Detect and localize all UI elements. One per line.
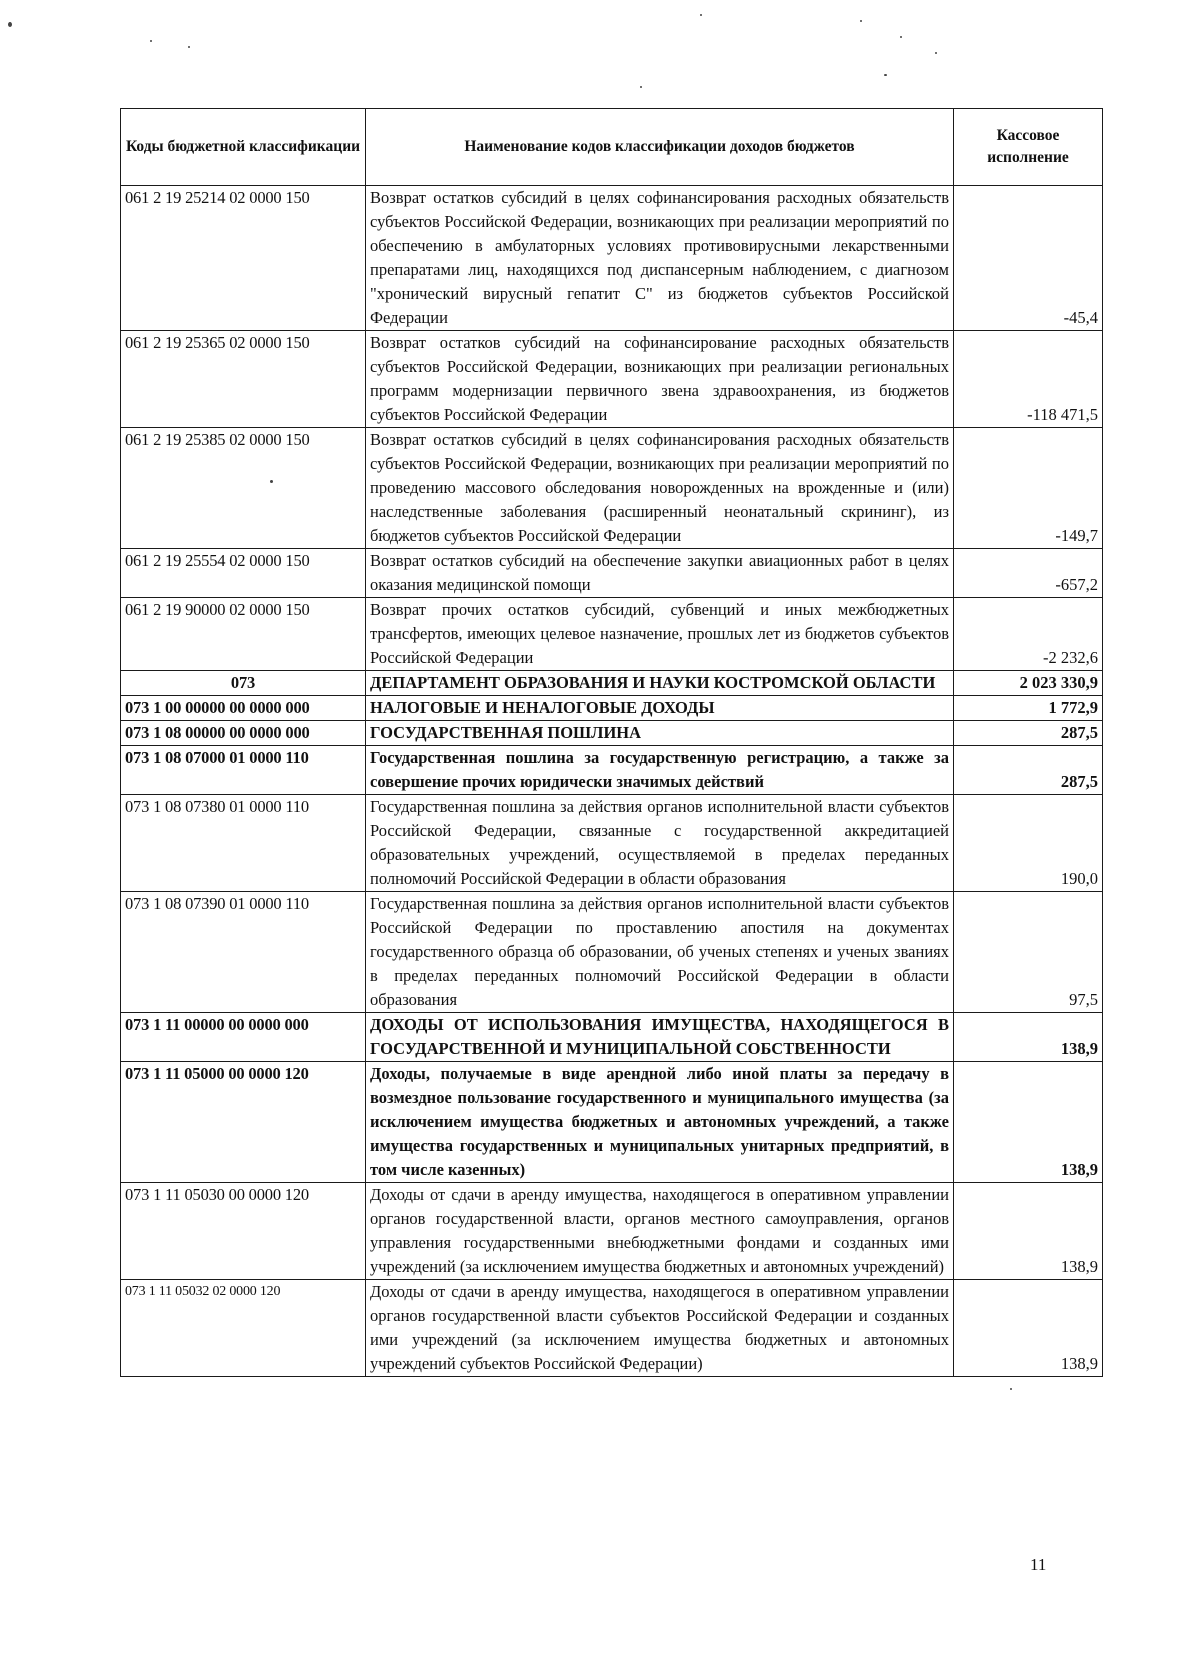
scan-speck xyxy=(188,46,190,48)
row-name: ДОХОДЫ ОТ ИСПОЛЬЗОВАНИЯ ИМУЩЕСТВА, НАХОДЯЩЕГОСЯ В ГОСУДАРСТВЕННОЙ И МУНИЦИПАЛЬНОЙ СОБСТВЕННОСТИ xyxy=(366,1013,954,1062)
row-code: 073 1 08 00000 00 0000 000 xyxy=(121,721,366,746)
table-row xyxy=(121,1280,1103,1377)
row-name: Государственная пошлина за действия органов исполнительной власти субъектов Российской Федерации, связанные с государственной аккредитацией образовательных учреждений, осуществляемой в пределах переданных полномочий Российской Федерации в области образования xyxy=(366,795,954,892)
row-code: 073 1 00 00000 00 0000 000 xyxy=(121,696,366,721)
row-name: Доходы от сдачи в аренду имущества, находящегося в оперативном управлении органов государственной власти, органов местного самоуправления, органов управления государственными внебюджетными фондами и созданных ими учреждений (за исключением имущества бюджетных и автономных учреждений) xyxy=(366,1183,954,1280)
table-row-section xyxy=(121,696,1103,721)
row-code: 061 2 19 25365 02 0000 150 xyxy=(121,331,366,428)
row-name: Возврат остатков субсидий в целях софинансирования расходных обязательств субъектов Российской Федерации, возникающих при реализации мероприятий по проведению массового обследования новорожденных на врожденные и (или) наследственные заболевания (расширенный неонатальный скрининг), из бюджетов субъектов Российской Федерации xyxy=(366,428,954,549)
row-sum: -149,7 xyxy=(954,428,1103,549)
scan-speck xyxy=(935,52,937,54)
row-name: ДЕПАРТАМЕНТ ОБРАЗОВАНИЯ И НАУКИ КОСТРОМСКОЙ ОБЛАСТИ xyxy=(366,671,954,696)
row-name: Возврат остатков субсидий в целях софинансирования расходных обязательств субъектов Российской Федерации, возникающих при реализации мероприятий по обеспечению в амбулаторных условиях противовирусными лекарственными препаратами лиц, находящихся под диспансерным наблюдением, с диагнозом "хронический вирусный гепатит С" из бюджетов субъектов Российской Федерации xyxy=(366,186,954,331)
row-sum: -2 232,6 xyxy=(954,598,1103,671)
row-sum: 138,9 xyxy=(954,1062,1103,1183)
row-sum: 190,0 xyxy=(954,795,1103,892)
table-row xyxy=(121,428,1103,549)
row-code: 061 2 19 25385 02 0000 150 xyxy=(121,428,366,549)
row-sum: 138,9 xyxy=(954,1280,1103,1377)
budget-revenue-table xyxy=(120,108,1103,1377)
row-code: 073 1 08 07000 01 0000 110 xyxy=(121,746,366,795)
scan-speck xyxy=(1010,1388,1012,1390)
page-number: 11 xyxy=(1030,1555,1047,1574)
row-code: 073 xyxy=(121,671,366,696)
row-code: 073 1 11 05030 00 0000 120 xyxy=(121,1183,366,1280)
header-code-names: Наименование кодов классификации доходов бюджетов xyxy=(366,109,954,186)
row-sum: -45,4 xyxy=(954,186,1103,331)
row-sum: 2 023 330,9 xyxy=(954,671,1103,696)
table-row xyxy=(121,186,1103,331)
row-sum: -657,2 xyxy=(954,549,1103,598)
row-name: Возврат прочих остатков субсидий, субвенций и иных межбюджетных трансфертов, имеющих целевое назначение, прошлых лет из бюджетов субъектов Российской Федерации xyxy=(366,598,954,671)
table-row-section xyxy=(121,746,1103,795)
row-sum: 97,5 xyxy=(954,892,1103,1013)
scan-speck xyxy=(150,40,152,42)
table-header-row xyxy=(121,109,1103,186)
table-row xyxy=(121,1183,1103,1280)
row-code: 061 2 19 25554 02 0000 150 xyxy=(121,549,366,598)
row-sum: 287,5 xyxy=(954,746,1103,795)
row-code: 073 1 08 07390 01 0000 110 xyxy=(121,892,366,1013)
row-sum: 287,5 xyxy=(954,721,1103,746)
row-sum: 138,9 xyxy=(954,1013,1103,1062)
table-row xyxy=(121,549,1103,598)
header-budget-codes: Коды бюджетной классификации xyxy=(121,109,366,186)
scan-speck xyxy=(860,20,862,22)
row-name: Возврат остатков субсидий на обеспечение закупки авиационных работ в целях оказания медицинской помощи xyxy=(366,549,954,598)
scan-speck xyxy=(700,14,702,16)
table-row xyxy=(121,795,1103,892)
row-name: ГОСУДАРСТВЕННАЯ ПОШЛИНА xyxy=(366,721,954,746)
row-code: 073 1 11 05032 02 0000 120 xyxy=(121,1280,366,1377)
row-name: Государственная пошлина за государственную регистрацию, а также за совершение прочих юридически значимых действий xyxy=(366,746,954,795)
table-row-section xyxy=(121,721,1103,746)
table-row-department xyxy=(121,671,1103,696)
table-row xyxy=(121,331,1103,428)
row-name: Доходы от сдачи в аренду имущества, находящегося в оперативном управлении органов государственной власти субъектов Российской Федерации и созданных ими учреждений (за исключением имущества бюджетных и автономных учреждений субъектов Российской Федерации) xyxy=(366,1280,954,1377)
header-cash-execution: Кассовое исполнение xyxy=(954,109,1103,186)
table-row-section xyxy=(121,1013,1103,1062)
row-code: 073 1 11 05000 00 0000 120 xyxy=(121,1062,366,1183)
row-code: 061 2 19 90000 02 0000 150 xyxy=(121,598,366,671)
scan-speck xyxy=(640,86,642,88)
table-row xyxy=(121,892,1103,1013)
scan-speck xyxy=(884,74,887,76)
table-row-section xyxy=(121,1062,1103,1183)
row-sum: 1 772,9 xyxy=(954,696,1103,721)
row-code: 073 1 08 07380 01 0000 110 xyxy=(121,795,366,892)
row-name: Возврат остатков субсидий на софинансирование расходных обязательств субъектов Российской Федерации, возникающих при реализации региональных программ модернизации первичного звена здравоохранения, из бюджетов субъектов Российской Федерации xyxy=(366,331,954,428)
row-code: 073 1 11 00000 00 0000 000 xyxy=(121,1013,366,1062)
row-sum: -118 471,5 xyxy=(954,331,1103,428)
row-name: НАЛОГОВЫЕ И НЕНАЛОГОВЫЕ ДОХОДЫ xyxy=(366,696,954,721)
row-code: 061 2 19 25214 02 0000 150 xyxy=(121,186,366,331)
row-name: Доходы, получаемые в виде арендной либо иной платы за передачу в возмездное пользование государственного и муниципального имущества (за исключением имущества бюджетных и автономных учреждений, а также имущества государственных и муниципальных унитарных предприятий, в том числе казенных) xyxy=(366,1062,954,1183)
table-row xyxy=(121,598,1103,671)
scan-speck xyxy=(8,22,12,27)
row-sum: 138,9 xyxy=(954,1183,1103,1280)
scan-speck xyxy=(900,36,902,38)
row-name: Государственная пошлина за действия органов исполнительной власти субъектов Российской Федерации по проставлению апостиля на документах государственного образца об образовании, об ученых степенях и ученых званиях в пределах переданных полномочий Российской Федерации в области образования xyxy=(366,892,954,1013)
